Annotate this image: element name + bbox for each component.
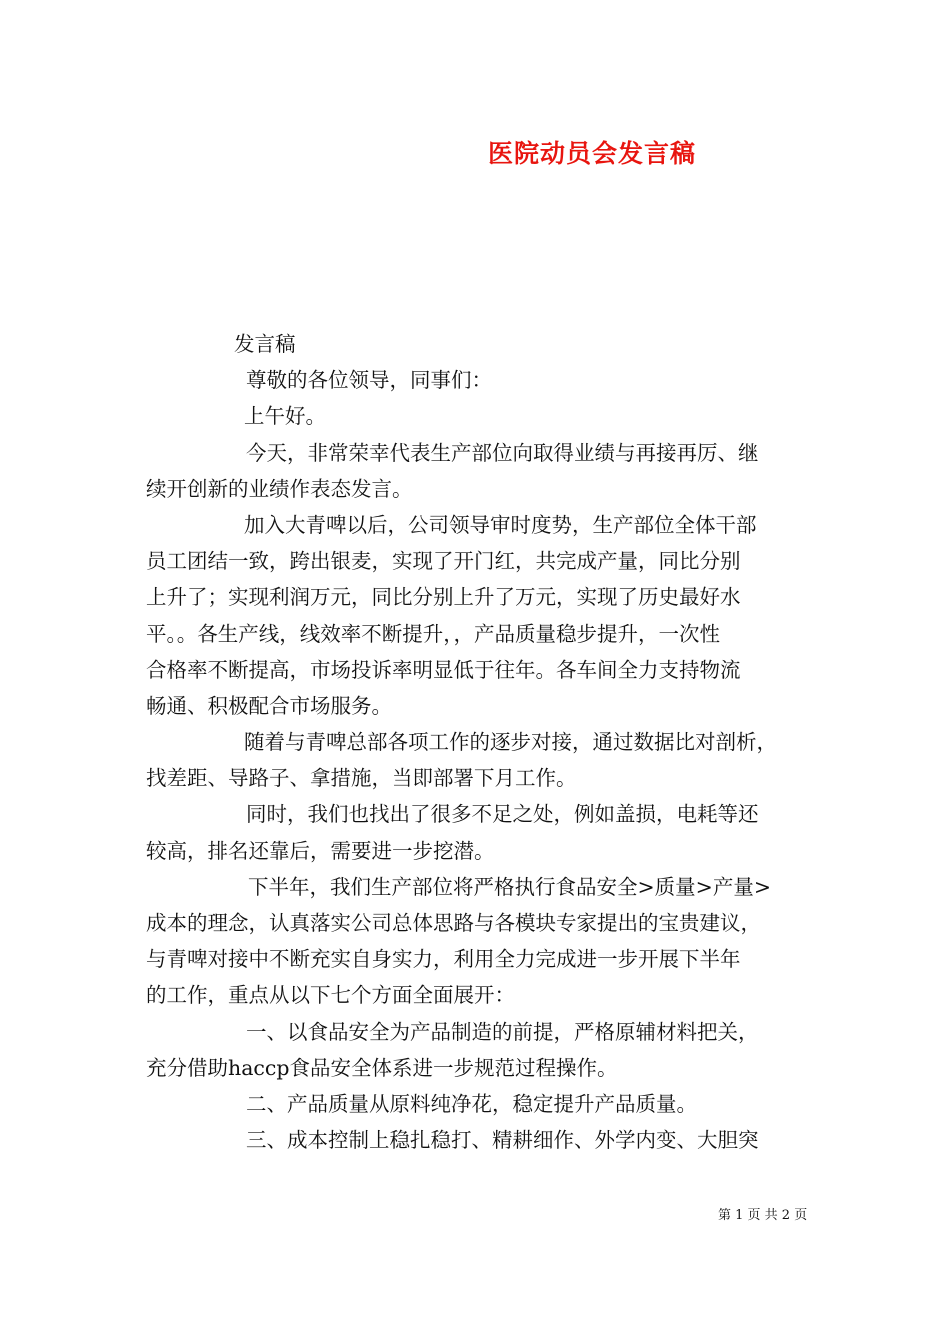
text-line: 今天，非常荣幸代表生产部位向取得业绩与再接再厉、继: [246, 440, 759, 465]
text-line: 加入大青啤以后，公司领导审时度势，生产部位全体干部: [244, 512, 757, 537]
text-line: 较高，排名还靠后，需要进一步挖潜。: [146, 838, 495, 863]
text-line: 一、以食品安全为产品制造的前提，严格原辅材料把关，: [246, 1019, 759, 1044]
text-line: 同时，我们也找出了很多不足之处，例如盖损，电耗等还: [246, 802, 759, 827]
text-line: 三、成本控制上稳扎稳打、精耕细作、外学内变、大胆突: [246, 1128, 759, 1153]
text-line: 上午好。: [244, 404, 326, 429]
text-line: 找差距、导路子、拿措施，当即部署下月工作。: [146, 766, 577, 791]
page-footer: 第 1 页 共 2 页: [718, 1208, 808, 1223]
text-line: 畅通、积极配合市场服务。: [146, 693, 392, 718]
text-line: 发言稿: [234, 332, 296, 356]
document-body: [146, 326, 810, 1158]
text-line: 成本的理念，认真落实公司总体思路与各模块专家提出的宝贵建议，: [146, 911, 761, 935]
text-line: 平。。各生产线，线效率不断提升，，产品质量稳步提升，一次性: [146, 621, 720, 646]
text-line: 续开创新的业绩作表态发言。: [146, 476, 413, 501]
text-line: 下半年，我们生产部位将严格执行食品安全>质量>产量>: [248, 874, 772, 899]
text-line: 与青啤对接中不断充实自身实力，利用全力完成进一步开展下半年: [146, 947, 741, 972]
text-line: 员工团结一致，跨出银麦，实现了开门红，共完成产量，同比分别: [146, 549, 741, 574]
text-line: 充分借助haccp食品安全体系进一步规范过程操作。: [146, 1055, 618, 1080]
text-line: 的工作，重点从以下七个方面全面展开：: [146, 983, 515, 1008]
text-line: 合格率不断提高，市场投诉率明显低于往年。各车间全力支持物流: [146, 657, 741, 682]
text-line: 尊敬的各位领导，同事们：: [246, 368, 492, 393]
text-line: 随着与青啤总部各项工作的逐步对接，通过数据比对剖析，: [244, 730, 777, 755]
document-title: 医院动员会发言稿: [488, 139, 697, 168]
text-line: 上升了；实现利润万元，同比分别上升了万元，实现了历史最好水: [146, 585, 741, 610]
text-line: 二、产品质量从原料纯净花，稳定提升产品质量。: [246, 1091, 697, 1116]
